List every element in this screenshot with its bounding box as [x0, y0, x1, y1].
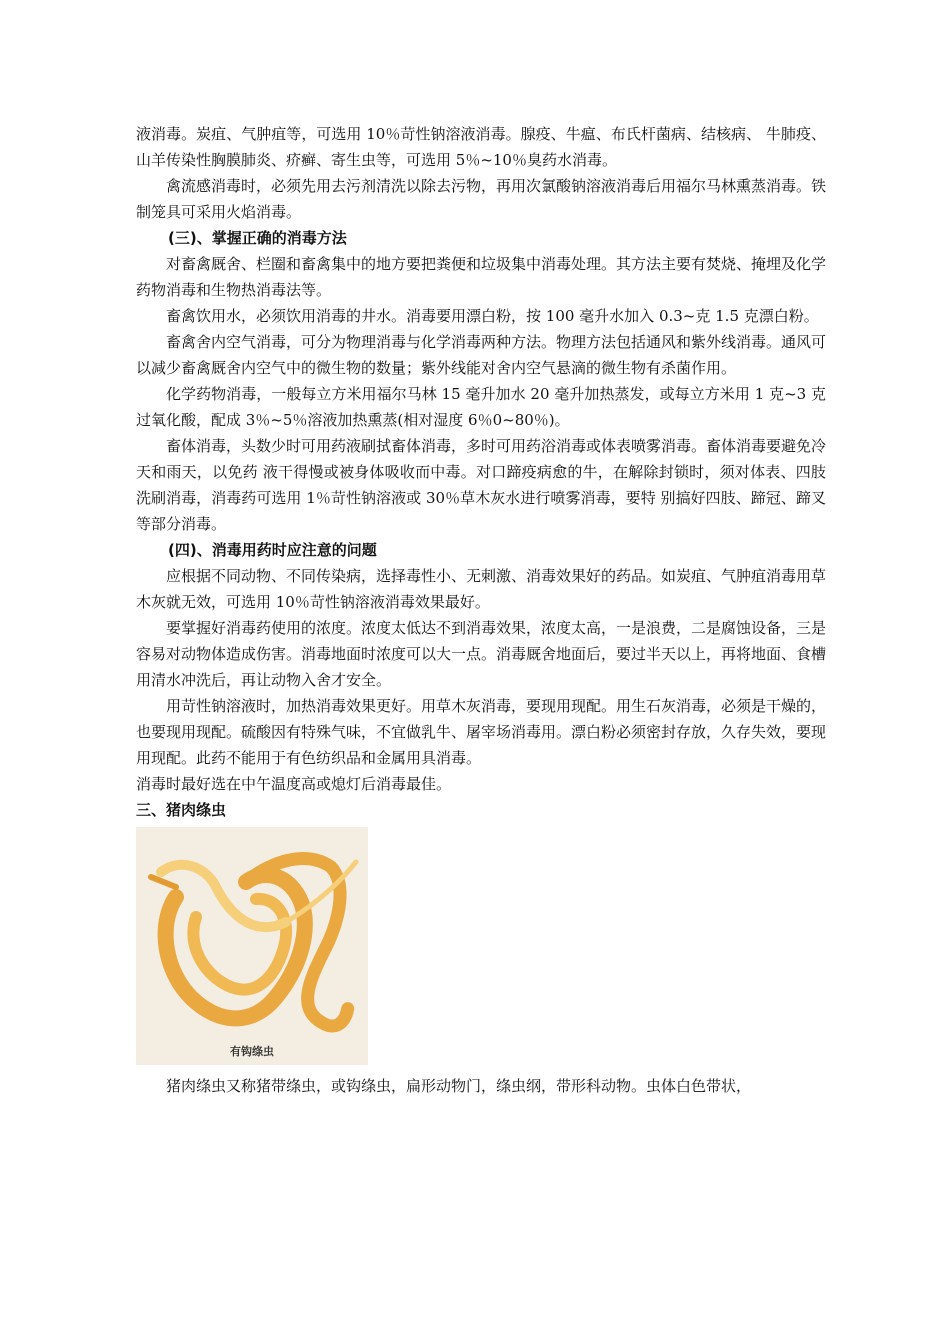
paragraph: 用苛性钠溶液时，加热消毒效果更好。用草木灰消毒，要现用现配。用生石灰消毒，必须是干燥的，也要现用现配。硫酸因有特殊气味，不宜做乳牛、屠宰场消毒用。漂白粉必须密封存放，久存失效，要现用现配。此药不能用于有色纺织品和金属用具消毒。 [136, 697, 827, 767]
figure-caption: 有钩绦虫 [230, 1045, 274, 1058]
document-body [136, 121, 826, 1099]
paragraph: 畜体消毒，头数少时可用药液刷拭畜体消毒，多时可用药浴消毒或体表喷雾消毒。畜体消毒要避免冷天和雨天，以免药 液干得慢或被身体吸收而中毒。对口蹄疫病愈的牛，在解除封锁时，须对体表、四肢洗刷消毒，消毒药可选用 1％苛性钠溶液或 30％草木灰水进行喷雾消毒，要特 别搞好四肢、蹄冠、蹄叉等部分消毒。 [136, 437, 827, 533]
paragraph: 液消毒。炭疽、气肿疽等，可选用 10％苛性钠溶液消毒。腺疫、牛瘟、布氏杆菌病、结核病、 牛肺疫、山羊传染性胸膜肺炎、疥癣、寄生虫等，可选用 5％~10％臭药水消毒。 [136, 125, 826, 169]
section-heading: 三、猪肉绦虫 [136, 801, 227, 819]
paragraph: 应根据不同动物、不同传染病，选择毒性小、无刺激、消毒效果好的药品。如炭疽、气肿疽消毒用草木灰就无效，可选用 10％苛性钠溶液消毒效果最好。 [136, 567, 827, 611]
subsection-heading: (四)、消毒用药时应注意的问题 [168, 541, 377, 559]
paragraph: 化学药物消毒，一般每立方米用福尔马林 15 毫升加水 20 毫升加热蒸发，或每立方米用 1 克~3 克过氧化酸，配成 3％~5％溶液加热熏蒸(相对湿度 6％0~80％)。 [136, 385, 826, 429]
subsection-heading: (三)、掌握正确的消毒方法 [168, 229, 347, 247]
paragraph: 对畜禽厩舍、栏圈和畜禽集中的地方要把粪便和垃圾集中消毒处理。其方法主要有焚烧、掩埋及化学药物消毒和生物热消毒法等。 [136, 255, 827, 299]
tapeworm-image [136, 827, 368, 1065]
tapeworm-illustration [136, 827, 368, 1065]
paragraph: 畜禽舍内空气消毒，可分为物理消毒与化学消毒两种方法。物理方法包括通风和紫外线消毒。通风可以减少畜禽厩舍内空气中的微生物的数量；紫外线能对舍内空气悬滴的微生物有杀菌作用。 [136, 333, 827, 377]
paragraph: 猪肉绦虫又称猪带绦虫，或钩绦虫，扁形动物门，绦虫纲，带形科动物。虫体白色带状， [166, 1077, 752, 1095]
paragraph: 要掌握好消毒药使用的浓度。浓度太低达不到消毒效果，浓度太高，一是浪费，二是腐蚀设备，三是容易对动物体造成伤害。消毒地面时浓度可以大一点。消毒厩舍地面后，要过半天以上，再将地面、食槽用清水冲洗后，再让动物入舍才安全。 [136, 619, 827, 689]
paragraph: 禽流感消毒时，必须先用去污剂清洗以除去污物，再用次氯酸钠溶液消毒后用福尔马林熏蒸消毒。铁制笼具可采用火焰消毒。 [136, 177, 827, 221]
paragraph: 消毒时最好选在中午温度高或熄灯后消毒最佳。 [136, 775, 452, 793]
paragraph: 畜禽饮用水，必须饮用消毒的井水。消毒要用漂白粉，按 100 毫升水加入 0.3~克 1.5 克漂白粉。 [166, 307, 819, 325]
